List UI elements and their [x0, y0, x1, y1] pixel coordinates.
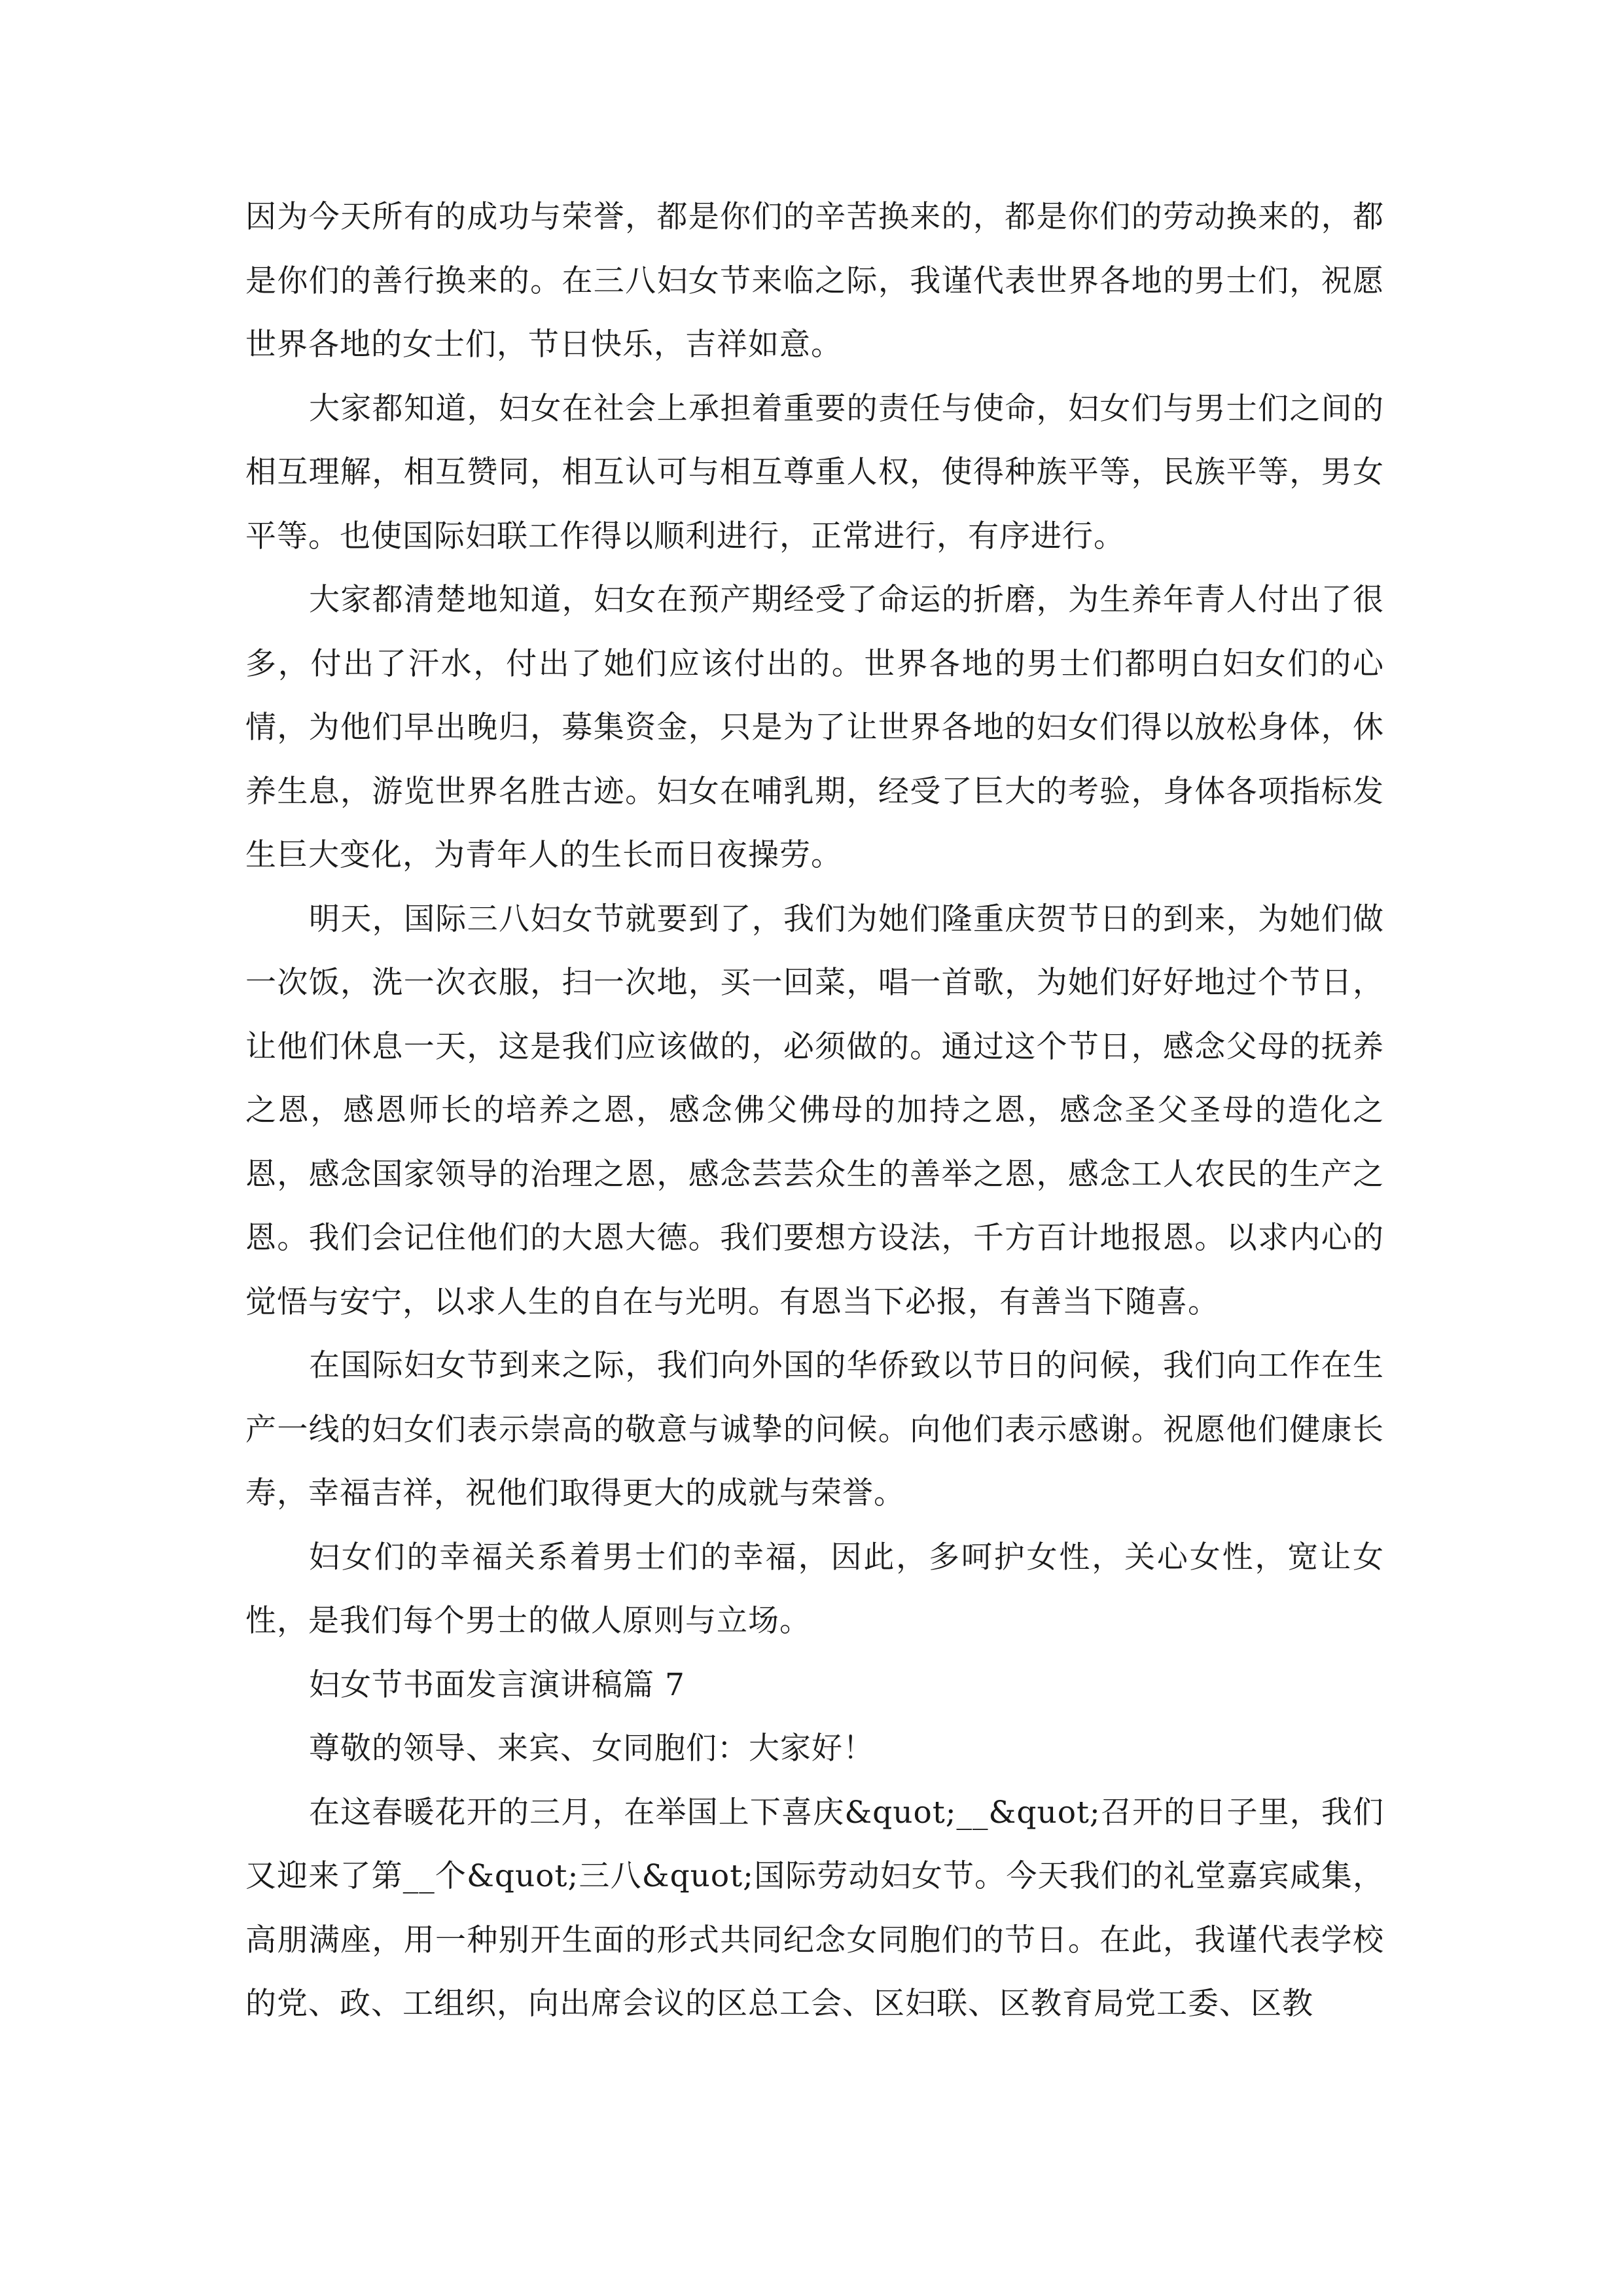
paragraph-9: 在这春暖花开的三月，在举国上下喜庆&quot;__&quot;召开的日子里，我们又迎来了第__个&quot;三八&quot;国际劳动妇女节。今天我们的礼堂嘉宾咸集，高朋满座，用一种别开生面的形式共同纪念女同胞们的节日。在此，我谨代表学校的党、政、工组织，向出席会议的区总工会、区妇联、区教育局党工委、区教 [245, 1794, 1384, 2022]
paragraph-5: 在国际妇女节到来之际，我们向外国的华侨致以节日的问候，我们向工作在生产一线的妇女们表示崇高的敬意与诚挚的问候。向他们表示感谢。祝愿他们健康长寿，幸福吉祥，祝他们取得更大的成就与荣誉。 [245, 1348, 1384, 1511]
paragraph-2: 大家都知道，妇女在社会上承担着重要的责任与使命，妇女们与男士们之间的相互理解，相互赞同，相互认可与相互尊重人权，使得种族平等，民族平等，男女平等。也使国际妇联工作得以顺利进行，正常进行，有序进行。 [245, 390, 1384, 554]
document-body [245, 185, 1384, 2036]
section-heading: 妇女节书面发言演讲稿篇 7 [309, 1666, 685, 1703]
paragraph-1: 因为今天所有的成功与荣誉，都是你们的辛苦换来的，都是你们的劳动换来的，都是你们的善行换来的。在三八妇女节来临之际，我谨代表世界各地的男士们，祝愿世界各地的女士们，节日快乐，吉祥如意。 [245, 199, 1384, 363]
paragraph-3: 大家都清楚地知道，妇女在预产期经受了命运的折磨，为生养年青人付出了很多，付出了汗水，付出了她们应该付出的。世界各地的男士们都明白妇女们的心情，为他们早出晚归，募集资金，只是为了让世界各地的妇女们得以放松身体，休养生息，游览世界名胜古迹。妇女在哺乳期，经受了巨大的考验，身体各项指标发生巨大变化，为青年人的生长而日夜操劳。 [245, 582, 1384, 873]
salutation: 尊敬的领导、来宾、女同胞们：大家好！ [309, 1731, 874, 1767]
paragraph-4: 明天，国际三八妇女节就要到了，我们为她们隆重庆贺节日的到来，为她们做一次饭，洗一次衣服，扫一次地，买一回菜，唱一首歌，为她们好好地过个节日，让他们休息一天，这是我们应该做的，必须做的。通过这个节日，感念父母的抚养之恩，感恩师长的培养之恩，感念佛父佛母的加持之恩，感念圣父圣母的造化之恩，感念国家领导的治理之恩，感念芸芸众生的善举之恩，感念工人农民的生产之恩。我们会记住他们的大恩大德。我们要想方设法，千方百计地报恩。以求内心的觉悟与安宁，以求人生的自在与光明。有恩当下必报，有善当下随喜。 [245, 901, 1384, 1320]
paragraph-6: 妇女们的幸福关系着男士们的幸福，因此，多呵护女性，关心女性，宽让女性，是我们每个男士的做人原则与立场。 [245, 1539, 1384, 1639]
